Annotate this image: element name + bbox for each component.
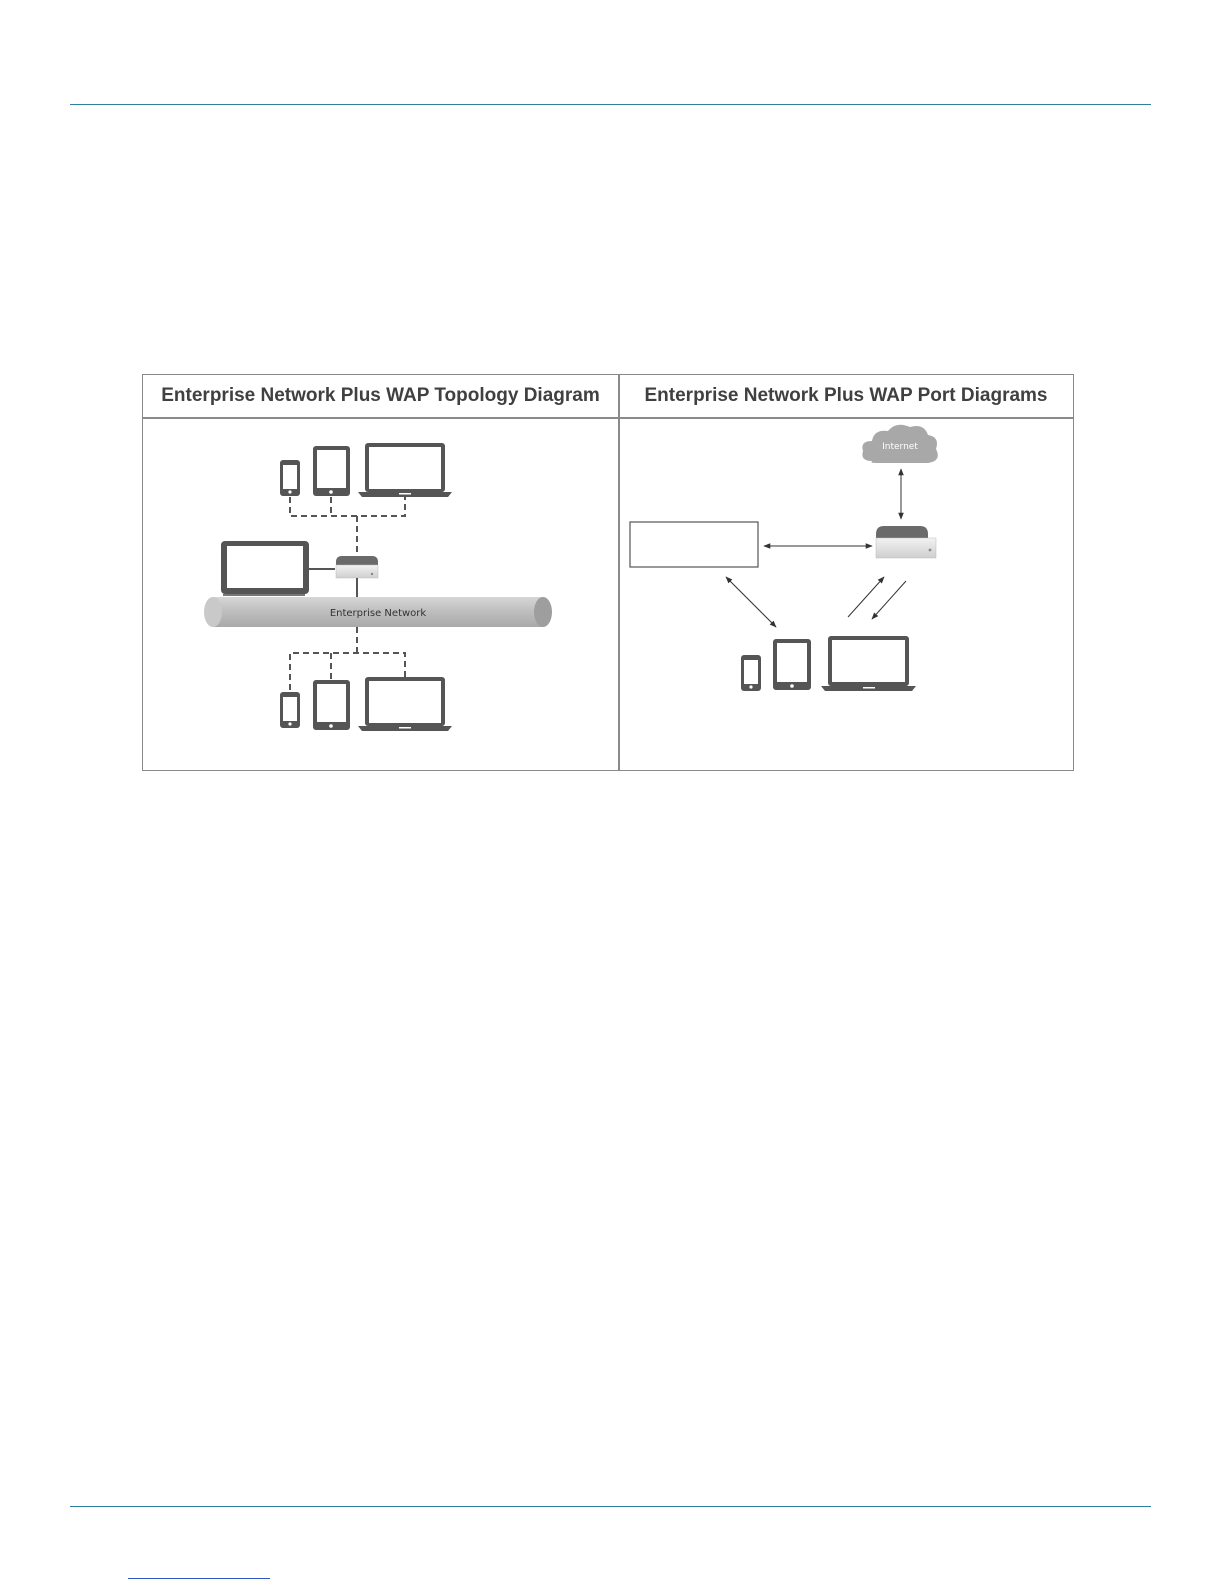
- internet-label: Internet: [882, 442, 918, 452]
- display-icon: [221, 541, 309, 596]
- port-box: [630, 522, 758, 567]
- box-devices-arrow: [726, 577, 776, 627]
- wap-to-laptop-arrow: [872, 581, 906, 619]
- bottom-phone-icon: [280, 692, 300, 728]
- wap-device-icon: [876, 526, 936, 558]
- top-phone-icon: [280, 460, 300, 496]
- footer-link-underline: [128, 1578, 270, 1579]
- top-laptop-icon: [358, 443, 452, 497]
- bottom-tablet-icon: [313, 680, 350, 730]
- wap-device-icon: [336, 556, 378, 578]
- enterprise-network-label: Enterprise Network: [329, 608, 427, 619]
- phone-icon: [741, 655, 761, 691]
- tablet-icon: [773, 639, 811, 690]
- port-diagram: [620, 419, 1073, 769]
- port-diagrams-title: Enterprise Network Plus WAP Port Diagrams: [644, 385, 1048, 406]
- laptop-icon: [821, 636, 916, 691]
- footer-rule: [70, 1506, 1151, 1507]
- topology-diagram: [143, 419, 618, 769]
- bottom-laptop-icon: [358, 677, 452, 731]
- topology-title: Enterprise Network Plus WAP Topology Diagram: [161, 385, 600, 406]
- network-figure: [142, 374, 1074, 771]
- top-tablet-icon: [313, 446, 350, 496]
- header-rule: [70, 104, 1151, 105]
